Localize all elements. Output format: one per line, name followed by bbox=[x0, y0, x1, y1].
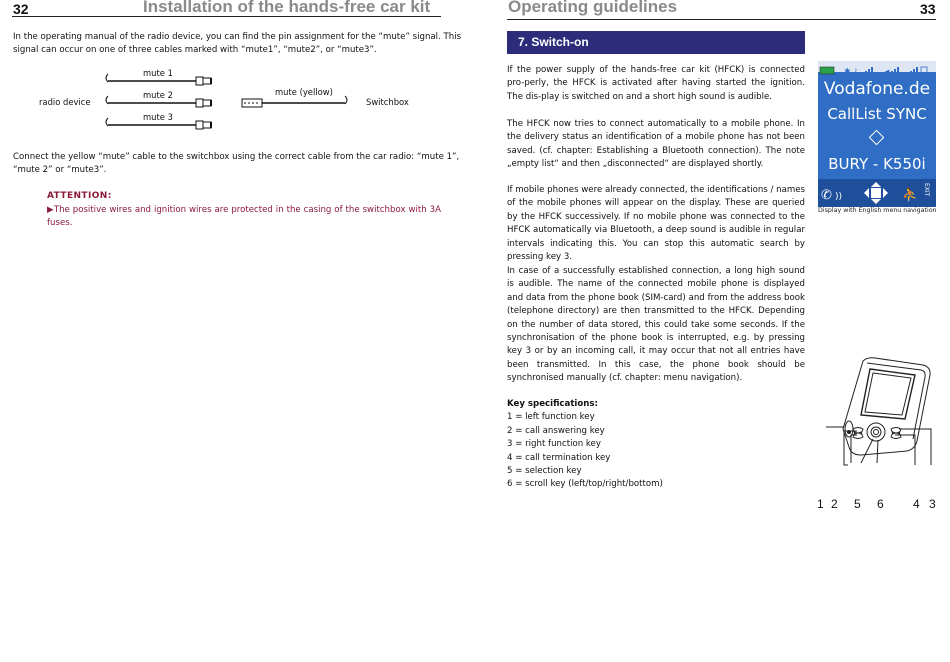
display-line-3: BURY - K550i bbox=[828, 155, 926, 173]
mute2-label: mute 2 bbox=[143, 90, 173, 100]
key-number-label: 3 bbox=[929, 497, 936, 511]
paragraph-connection-established: In case of a successfully established connection, a long high sound is audible. The name of the connected mobile phone is displayed and data from the phone book (SIM-card) and from the address book (telephone directory) are then transmitted to the HFCK. Depending on the number of data stored, this could take some seconds. If the synchronisation of the phone book is interrupted, e.g. by pressing key 3 or by an incoming call, it may occur that not all entries have been transmitted. In this case, the phone book should be synchronised manually (cf. chapter: menu navigation). bbox=[507, 266, 805, 384]
display-nav-icons bbox=[818, 179, 936, 207]
paragraph-auto-connect: The HFCK now tries to connect automatically to a mobile phone. In the delivery status an identification of a mobile phone has not been saved. (cf. chapter: Establishing a Bluetooth connection). The note „empty list“ and then „disconnected“ are displayed shortly. bbox=[507, 119, 805, 170]
svg-text:✱: ✱ bbox=[844, 67, 851, 76]
radio-device-label: radio device bbox=[39, 97, 91, 107]
mute3-wire-end bbox=[106, 118, 108, 126]
right-page bbox=[475, 0, 950, 662]
display-exit-label: EXIT bbox=[923, 183, 930, 197]
paragraph-already-connected: If mobile phones were already connected, the identifications / names of the mobile phones will appear on the display. These are queried by the HFCK successively. If no mobile phone was connected to the HFCK automatically via Bluetooth, a deep sound is audible in regular intervals indicating this. You can stop this automatic search by pressing key 3. bbox=[507, 185, 805, 263]
key-spec-item: 4 = call termination key bbox=[507, 452, 611, 463]
status-icons bbox=[818, 65, 936, 76]
key-spec-item: 3 = right function key bbox=[507, 439, 601, 450]
page-title: Installation of the hands-free car kit bbox=[143, 0, 431, 16]
page-number: 32 bbox=[13, 1, 29, 17]
mute2-wire-end bbox=[106, 96, 108, 104]
control-unit-drawing bbox=[815, 355, 940, 495]
attention-text: ▶The positive wires and ignition wires are protected in the casing of the switchbox with 3A fuses. bbox=[47, 205, 441, 229]
key-spec-item: 1 = left function key bbox=[507, 412, 595, 423]
svg-text:⛹: ⛹ bbox=[902, 188, 919, 203]
header-rule bbox=[507, 19, 936, 20]
mute-yellow-label: mute (yellow) bbox=[275, 87, 333, 97]
key-specifications bbox=[507, 398, 663, 492]
connect-line-1: Connect the yellow “mute” cable to the switchbox using the correct cable from the car radio: “mute 1”, bbox=[13, 152, 460, 162]
display-sync-icon bbox=[869, 130, 885, 146]
key-number-label: 5 bbox=[854, 497, 861, 511]
svg-text:◀: ◀ bbox=[884, 68, 890, 76]
display-caption: Display with English menu navigation bbox=[818, 207, 937, 214]
mute3-plug bbox=[196, 121, 203, 129]
key-spec-item: 6 = scroll key (left/top/right/bottom) bbox=[507, 479, 663, 490]
svg-text:)): )) bbox=[835, 192, 843, 202]
svg-text:ᛒ: ᛒ bbox=[854, 68, 859, 76]
intro-line-1: In the operating manual of the radio device, you can find the pin assignment for the “mute” signal. This bbox=[13, 32, 462, 42]
page-title: Operating guidelines bbox=[508, 0, 678, 16]
switchbox-label: Switchbox bbox=[366, 97, 409, 107]
display-status-bar bbox=[818, 61, 936, 76]
page-number: 33 bbox=[920, 1, 936, 17]
key-number-label: 6 bbox=[877, 497, 884, 511]
mute1-label: mute 1 bbox=[143, 68, 173, 78]
hfck-display-image bbox=[818, 61, 936, 207]
svg-text:✆: ✆ bbox=[821, 188, 832, 203]
mute1-wire-end bbox=[106, 74, 108, 82]
display-line-1: Vodafone.de bbox=[823, 79, 931, 99]
connect-line-2: “mute 2” or “mute3”. bbox=[13, 165, 107, 175]
key-spec-heading: Key specifications: bbox=[507, 399, 598, 409]
key-spec-item: 2 = call answering key bbox=[507, 425, 605, 436]
display-line-2: CallList SYNC bbox=[827, 105, 927, 123]
mute-yellow-wire-end bbox=[345, 96, 347, 104]
section-title: 7. Switch-on bbox=[518, 35, 589, 49]
key-spec-item: 5 = selection key bbox=[507, 466, 582, 477]
paragraph-power-on: If the power supply of the hands-free car kit (HFCK) is connected pro-perly, the HFCK is activated after having started the ignition. The dis-play is switched on and a short high sound is audible. bbox=[507, 65, 805, 102]
display-softkey-bar bbox=[818, 179, 936, 207]
key-number-label: 1 bbox=[817, 497, 824, 511]
mute2-plug bbox=[196, 99, 203, 107]
key-number-label: 4 bbox=[913, 497, 920, 511]
mute3-label: mute 3 bbox=[143, 112, 173, 122]
section-header bbox=[507, 31, 805, 54]
key-number-label: 2 bbox=[831, 497, 838, 511]
attention-heading: ATTENTION: bbox=[47, 191, 112, 201]
mute1-plug bbox=[196, 77, 203, 85]
intro-line-2: signal can occur on one of three cables marked with “mute1”, “mute2”, or “mute3”. bbox=[13, 45, 377, 55]
